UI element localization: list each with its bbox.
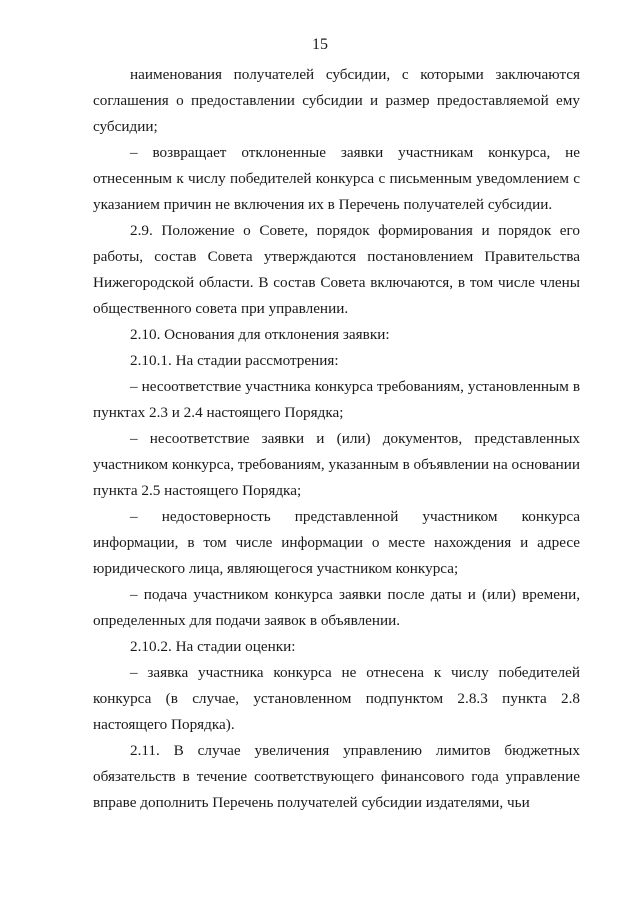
paragraph-2-10-2: 2.10.2. На стадии оценки: bbox=[130, 638, 296, 655]
paragraph-noncompliance-application: – несоответствие заявки и (или) документов, представленных участником конкурса, требованиям, указанным в объявлении на основании пункта 2.5 настоящего Порядка; bbox=[93, 430, 581, 499]
paragraph-returns-rejected: – возвращает отклоненные заявки участникам конкурса, не отнесенным к числу победителей конкурса с письменным уведомлением с указанием причин не включения их в Перечень получателей субсидии. bbox=[93, 144, 580, 213]
paragraph-unreliable-info: – недостоверность представленной участником конкурса информации, в том числе информации о месте нахождения и адресе юридического лица, являющегося участником конкурса; bbox=[93, 508, 580, 577]
document-body bbox=[93, 62, 580, 816]
paragraph-2-11: 2.11. В случае увеличения управлению лимитов бюджетных обязательств в течение соответствующего финансового года управление вправе дополнить Перечень получателей субсидии издателями, чьи bbox=[93, 742, 580, 811]
paragraph-late-submission: – подача участником конкурса заявки после даты и (или) времени, определенных для подачи заявок в объявлении. bbox=[93, 586, 580, 629]
paragraph-2-10: 2.10. Основания для отклонения заявки: bbox=[130, 326, 390, 343]
paragraph-recipients-names: наименования получателей субсидии, с которыми заключаются соглашения о предоставлении субсидии и размер предоставляемой ему субсидии; bbox=[93, 66, 580, 135]
paragraph-2-9: 2.9. Положение о Совете, порядок формирования и порядок его работы, состав Совета утверждаются постановлением Правительства Нижегородской области. В состав Совета включаются, в том числе члены общественного совета при управлении. bbox=[93, 222, 580, 317]
paragraph-not-winner: – заявка участника конкурса не отнесена к числу победителей конкурса (в случае, установленном подпунктом 2.8.3 пункта 2.8 настоящего Порядка). bbox=[93, 664, 580, 733]
page-number: 15 bbox=[312, 36, 328, 53]
paragraph-2-10-1: 2.10.1. На стадии рассмотрения: bbox=[130, 352, 339, 369]
paragraph-noncompliance-participant: – несоответствие участника конкурса требованиям, установленным в пунктах 2.3 и 2.4 настоящего Порядка; bbox=[93, 378, 580, 421]
